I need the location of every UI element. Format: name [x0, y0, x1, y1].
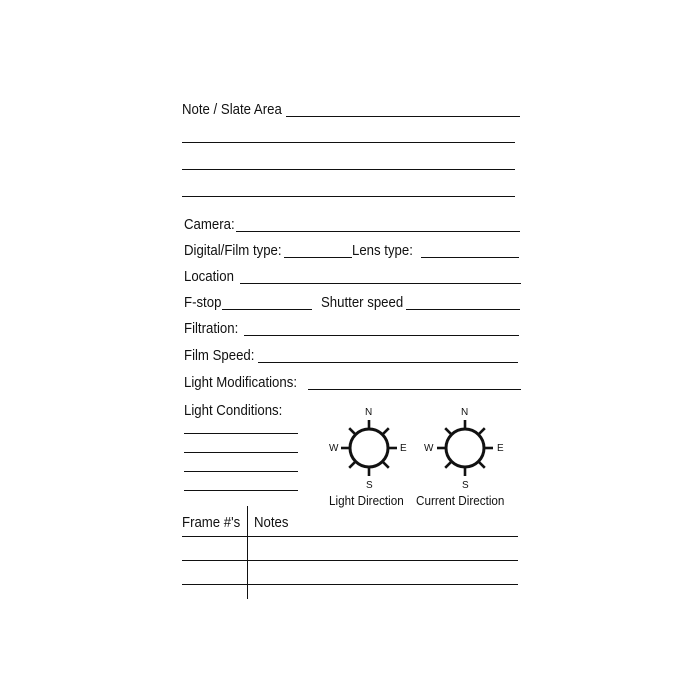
camera-line[interactable]	[236, 231, 520, 232]
note-line-3[interactable]	[182, 196, 515, 197]
location-label: Location	[184, 268, 234, 285]
light-conditions-line-3[interactable]	[184, 471, 298, 472]
light-direction-south-label: S	[366, 480, 373, 491]
current-direction-north-label: N	[461, 407, 469, 418]
digital-film-type-label: Digital/Film type:	[184, 242, 282, 259]
shutter-speed-label: Shutter speed	[321, 294, 404, 311]
film-speed-label: Film Speed:	[184, 347, 255, 364]
light-modifications-line[interactable]	[308, 389, 521, 390]
table-row-line-1[interactable]	[182, 536, 518, 537]
film-speed-line[interactable]	[258, 362, 518, 363]
filtration-line[interactable]	[244, 335, 519, 336]
fstop-line[interactable]	[222, 309, 312, 310]
camera-label: Camera:	[184, 216, 235, 233]
note-slate-label: Note / Slate Area	[182, 101, 282, 118]
notes-header: Notes	[254, 514, 289, 531]
current-direction-south-label: S	[462, 480, 469, 491]
light-conditions-label: Light Conditions:	[184, 402, 283, 419]
light-direction-west-label: W	[329, 443, 339, 454]
current-direction-compass-icon[interactable]	[435, 418, 495, 478]
light-direction-north-label: N	[365, 407, 373, 418]
light-direction-east-label: E	[400, 443, 407, 454]
table-column-divider	[247, 506, 248, 599]
table-row-line-2[interactable]	[182, 560, 518, 561]
current-direction-west-label: W	[424, 443, 434, 454]
light-direction-caption: Light Direction	[329, 493, 404, 508]
table-row-line-3[interactable]	[182, 584, 518, 585]
note-line-2[interactable]	[182, 169, 515, 170]
light-conditions-line-1[interactable]	[184, 433, 298, 434]
shutter-speed-line[interactable]	[406, 309, 520, 310]
light-direction-compass-icon[interactable]	[339, 418, 399, 478]
location-line[interactable]	[240, 283, 521, 284]
note-slate-line[interactable]	[286, 116, 520, 117]
lens-type-line[interactable]	[421, 257, 519, 258]
lens-type-label: Lens type:	[352, 242, 413, 259]
frame-numbers-header: Frame #'s	[182, 514, 241, 531]
light-modifications-label: Light Modifications:	[184, 374, 297, 391]
digital-film-type-line[interactable]	[284, 257, 352, 258]
note-line-1[interactable]	[182, 142, 515, 143]
filtration-label: Filtration:	[184, 320, 239, 337]
current-direction-caption: Current Direction	[416, 493, 505, 508]
light-conditions-line-4[interactable]	[184, 490, 298, 491]
fstop-label: F-stop	[184, 294, 222, 311]
current-direction-east-label: E	[497, 443, 504, 454]
light-conditions-line-2[interactable]	[184, 452, 298, 453]
